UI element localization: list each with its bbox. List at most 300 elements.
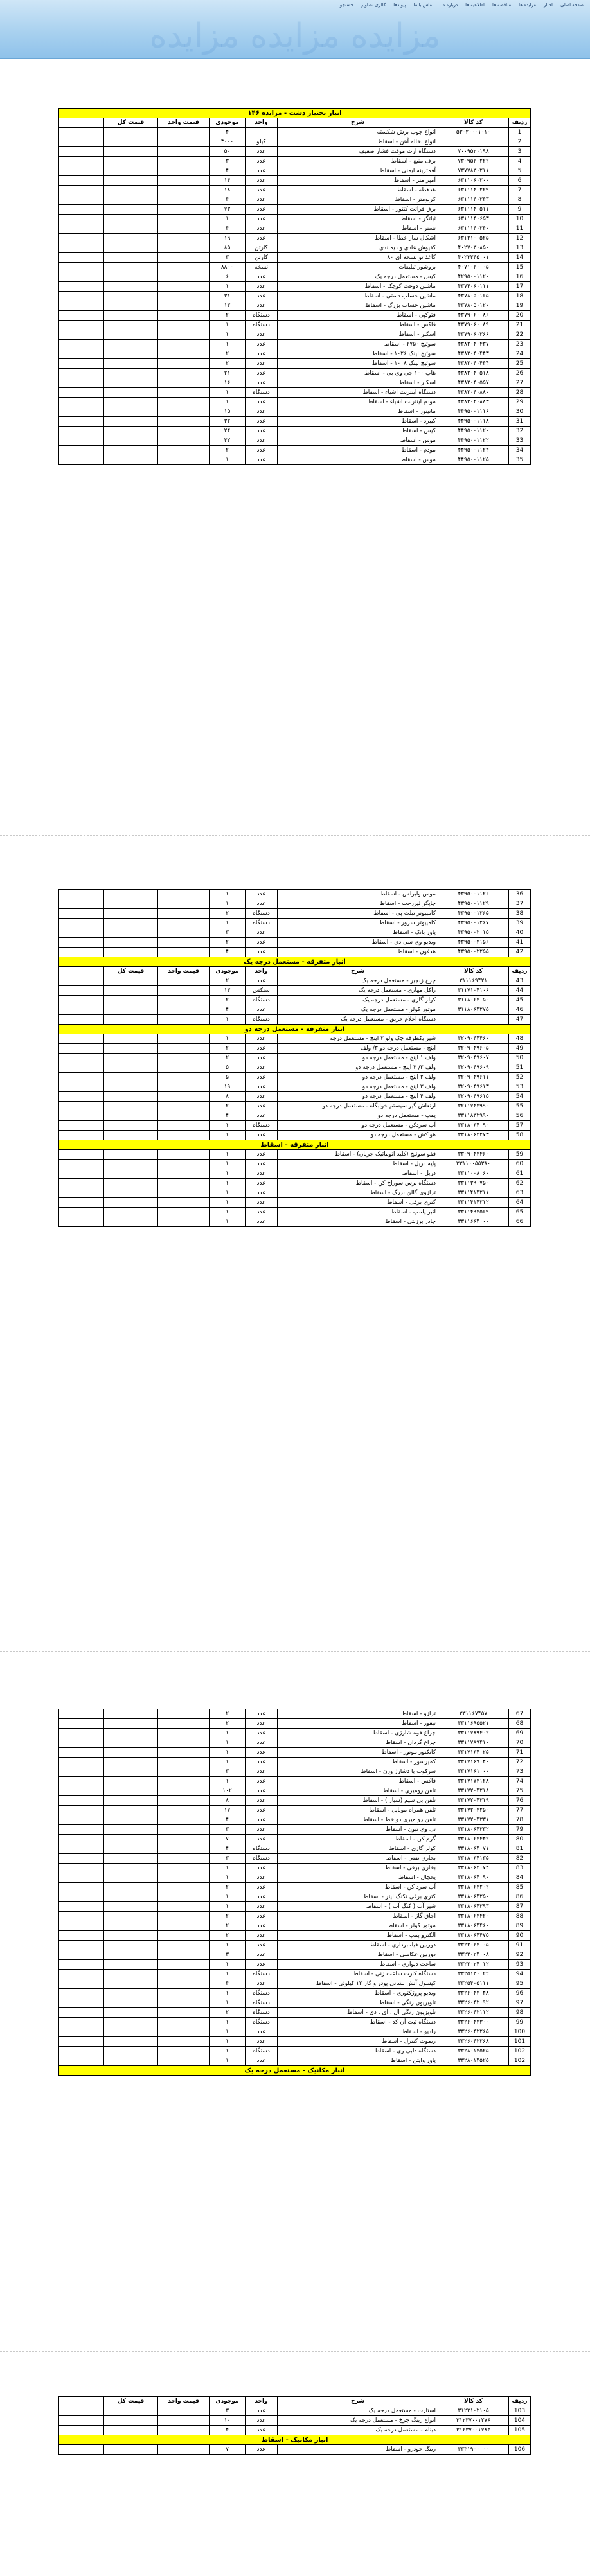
item-description: دستگاه اعلام حریق - مستعمل درجه یک — [278, 1015, 438, 1025]
item-unit-price — [158, 166, 210, 176]
item-code: ۳۱۱۷۱۰۴۱۰۶ — [438, 986, 509, 996]
item-total-price — [104, 1921, 158, 1931]
item-total-price — [104, 1835, 158, 1844]
table-row — [59, 321, 531, 330]
item-quantity: ۱۹ — [210, 1082, 246, 1092]
item-code: ۷۳۷۷۸۳۰۲۱۱ — [438, 166, 509, 176]
row-number: 88 — [509, 1912, 531, 1921]
row-number: 87 — [509, 1902, 531, 1912]
item-unit-price — [158, 1806, 210, 1815]
item-quantity: ۳ — [210, 928, 246, 938]
item-blank — [59, 890, 104, 899]
row-number: 68 — [509, 1719, 531, 1729]
item-blank — [59, 1092, 104, 1102]
item-total-price — [104, 1892, 158, 1902]
item-unit-price — [158, 205, 210, 215]
header-row-number: ردیف — [509, 967, 531, 976]
item-quantity: ۲ — [210, 938, 246, 948]
table-row — [59, 2445, 531, 2455]
table-row — [59, 976, 531, 986]
table-row — [59, 1786, 531, 1796]
item-total-price — [104, 1208, 158, 1217]
item-description: سرکوب با دشارژ وزن - اسقاط — [278, 1767, 438, 1777]
item-description: فاکس - اسقاط — [278, 1777, 438, 1786]
item-description: هاب ۱۰۰ جی وی بی - اسقاط — [278, 369, 438, 378]
row-number: 82 — [509, 1854, 531, 1864]
table-row — [59, 1015, 531, 1025]
header-total-price: قیمت کل — [104, 967, 158, 976]
table-row — [59, 407, 531, 417]
item-total-price — [104, 1806, 158, 1815]
item-unit-price — [158, 1767, 210, 1777]
item-unit-price — [158, 427, 210, 436]
table-row — [59, 1054, 531, 1063]
item-code: ۴۰۷۱۰۲۰۰۰۵ — [438, 263, 509, 272]
item-blank — [59, 1729, 104, 1738]
item-code: ۴۴۹۵۰۰۱۱۲۰ — [438, 427, 509, 436]
row-number: 89 — [509, 1921, 531, 1931]
item-description: انواع رینگ چرخ - مستعمل درجه یک — [278, 2416, 438, 2426]
item-blank — [59, 1034, 104, 1044]
item-unit-price — [158, 321, 210, 330]
item-blank — [59, 243, 104, 253]
nav-link[interactable]: پیوندها — [393, 3, 406, 8]
item-blank — [59, 976, 104, 986]
nav-link[interactable]: اطلاعیه ها — [465, 3, 485, 8]
item-unit-price — [158, 2008, 210, 2018]
item-unit: عدد — [246, 292, 278, 301]
item-description: کیبرد - اسقاط — [278, 417, 438, 427]
item-unit-price — [158, 1738, 210, 1748]
item-unit-price — [158, 1111, 210, 1121]
item-unit-price — [158, 1950, 210, 1960]
row-number: 11 — [509, 224, 531, 234]
item-unit: عدد — [246, 446, 278, 455]
item-unit-price — [158, 948, 210, 957]
table-row — [59, 1970, 531, 1979]
item-description: چاپگر لیزرجت - اسقاط — [278, 899, 438, 909]
table-row — [59, 1729, 531, 1738]
item-blank — [59, 1748, 104, 1758]
item-total-price — [104, 1015, 158, 1025]
item-blank — [59, 215, 104, 224]
item-unit-price — [158, 1796, 210, 1806]
item-description: برق قرائت کنتور - اسقاط — [278, 205, 438, 215]
table-row — [59, 1034, 531, 1044]
header-row-number: ردیف — [509, 2397, 531, 2406]
item-quantity: ۱۰ — [210, 2416, 246, 2426]
item-description: ولف ۲/ ۳ اینچ - مستعمل درجه دو — [278, 1063, 438, 1073]
item-description: کیس - مستعمل درجه یک — [278, 272, 438, 282]
item-description: تلفن رومیزی - اسقاط — [278, 1786, 438, 1796]
item-description: یخچال - اسقاط — [278, 1873, 438, 1883]
item-unit: عدد — [246, 1892, 278, 1902]
item-unit: عدد — [246, 1005, 278, 1015]
item-description: ترازوی گالن بزرگ - اسقاط — [278, 1188, 438, 1198]
item-quantity: ۱ — [210, 1902, 246, 1912]
table-row — [59, 1208, 531, 1217]
item-total-price — [104, 272, 158, 282]
item-unit-price — [158, 919, 210, 928]
item-unit: عدد — [246, 1883, 278, 1892]
nav-link[interactable]: جستجو — [339, 3, 353, 8]
item-blank — [59, 1835, 104, 1844]
item-code: ۳۳۱۱۷۸۹۴۱۰ — [438, 1738, 509, 1748]
item-unit-price — [158, 1082, 210, 1092]
item-code: ۳۳۱۱۶۹۵۵۲۱ — [438, 1719, 509, 1729]
row-number: 12 — [509, 234, 531, 243]
item-description: هواکش - مستعمل درجه دو — [278, 1131, 438, 1140]
row-number: 14 — [509, 253, 531, 263]
document-page-4 — [59, 2396, 531, 2455]
header-unit: واحد — [246, 967, 278, 976]
item-total-price — [104, 1044, 158, 1054]
item-blank — [59, 1786, 104, 1796]
section-title: انبار متفرقه - اسقاط — [59, 1140, 531, 1150]
item-description: سوئیچ لینک ۱۰۰۸ - اسقاط — [278, 359, 438, 369]
item-code: ۳۳۱۱۶۶۴۰۰۰ — [438, 1217, 509, 1227]
item-blank — [59, 2008, 104, 2018]
item-unit: عدد — [246, 186, 278, 195]
item-code: ۴۳۹۵۰۰۲۱۵۶ — [438, 938, 509, 948]
item-unit-price — [158, 1941, 210, 1950]
item-code: ۳۱۲۳۷۰۰۱۷۸۳ — [438, 2426, 509, 2435]
item-code: ۳۳۱۷۱۷۴۱۲۸ — [438, 1777, 509, 1786]
item-blank — [59, 2056, 104, 2066]
nav-link[interactable]: صفحه اصلی — [560, 3, 584, 8]
item-total-price — [104, 417, 158, 427]
item-quantity: ۲ — [210, 1044, 246, 1054]
item-blank — [59, 1979, 104, 1989]
table-row — [59, 1912, 531, 1921]
item-blank — [59, 2027, 104, 2037]
item-unit: عدد — [246, 948, 278, 957]
item-code: ۳۳۲۵۴۰۵۱۱۱ — [438, 1979, 509, 1989]
row-number: 41 — [509, 938, 531, 948]
nav-link[interactable]: مناقصه ها — [492, 3, 512, 8]
table-row — [59, 1950, 531, 1960]
page-body — [59, 1709, 531, 2076]
item-total-price — [104, 1864, 158, 1873]
item-unit: عدد — [246, 2406, 278, 2416]
item-blank — [59, 2416, 104, 2426]
item-unit-price — [158, 1902, 210, 1912]
item-blank — [59, 147, 104, 157]
item-unit: عدد — [246, 340, 278, 349]
item-quantity: ۱ — [210, 2047, 246, 2056]
item-code: ۴۳۷۸۰۵۰۱۶۵ — [438, 292, 509, 301]
item-total-price — [104, 263, 158, 272]
item-unit-price — [158, 157, 210, 166]
item-code: ۴۰۲۷۰۳۰۸۵۰ — [438, 243, 509, 253]
item-description: کولر گازی - مستعمل درجه یک — [278, 996, 438, 1005]
item-description: اینچ - مستعمل درجه دو ۳/ ولف — [278, 1044, 438, 1054]
item-code: ۴۳۹۵۰۰۱۱۲۹ — [438, 899, 509, 909]
item-unit: نسخه — [246, 263, 278, 272]
item-unit: عدد — [246, 1815, 278, 1825]
header-blank — [59, 967, 104, 976]
item-quantity: ۱ — [210, 1748, 246, 1758]
item-description: دستگاه برس سوراخ کن - اسقاط — [278, 1179, 438, 1188]
header-total-price: قیمت کل — [104, 2397, 158, 2406]
table-row — [59, 137, 531, 147]
item-quantity: ۳ — [210, 1825, 246, 1835]
item-unit-price — [158, 398, 210, 407]
item-code: ۳۳۱۸۰۶۴۴۲۰ — [438, 1912, 509, 1921]
item-quantity: ۱ — [210, 330, 246, 340]
item-quantity: ۲ — [210, 2008, 246, 2018]
item-blank — [59, 186, 104, 195]
item-unit-price — [158, 1998, 210, 2008]
item-unit-price — [158, 1034, 210, 1044]
item-unit: عدد — [246, 1873, 278, 1883]
item-code: ۴۴۹۵۰۰۱۱۲۲ — [438, 436, 509, 446]
table-row — [59, 166, 531, 176]
item-blank — [59, 1102, 104, 1111]
item-quantity: ۲۱ — [210, 369, 246, 378]
table-row — [59, 1198, 531, 1208]
item-total-price — [104, 157, 158, 166]
item-code: ۴۴۹۵۰۰۱۱۱۸ — [438, 417, 509, 427]
item-total-price — [104, 1729, 158, 1738]
table-row — [59, 1902, 531, 1912]
item-unit-price — [158, 388, 210, 398]
item-unit-price — [158, 417, 210, 427]
item-description: انبر پلمپ - اسقاط — [278, 1208, 438, 1217]
header-unit: واحد — [246, 118, 278, 128]
item-unit: عدد — [246, 938, 278, 948]
item-blank — [59, 272, 104, 282]
item-total-price — [104, 1950, 158, 1960]
table-row — [59, 1160, 531, 1169]
item-unit-price — [158, 890, 210, 899]
item-unit: عدد — [246, 928, 278, 938]
table-row — [59, 157, 531, 166]
table-row — [59, 243, 531, 253]
row-number: 83 — [509, 1864, 531, 1873]
item-blank — [59, 1777, 104, 1786]
item-unit: دستگاه — [246, 1854, 278, 1864]
item-unit: عدد — [246, 157, 278, 166]
table-row — [59, 1063, 531, 1073]
table-row — [59, 1960, 531, 1970]
page-body — [59, 2397, 531, 2455]
item-quantity: ۱ — [210, 1960, 246, 1970]
item-description: تلویزیون رنگی ال . ای . دی - اسقاط — [278, 2008, 438, 2018]
item-code: ۶۳۱۱۱۴۰۲۴۰ — [438, 224, 509, 234]
item-description: قفو سوئیچ (کلید اتوماتیک جریان) - اسقاط — [278, 1150, 438, 1160]
row-number: 5 — [509, 166, 531, 176]
table-row — [59, 359, 531, 369]
item-quantity: ۱ — [210, 340, 246, 349]
item-code — [438, 137, 509, 147]
item-unit-price — [158, 1150, 210, 1160]
item-unit: دستگاه — [246, 2047, 278, 2056]
item-code: ۳۳۱۱۴۱۴۲۱۲ — [438, 1198, 509, 1208]
item-unit-price — [158, 234, 210, 243]
row-number: 67 — [509, 1709, 531, 1719]
table-row — [59, 446, 531, 455]
item-total-price — [104, 205, 158, 215]
item-total-price — [104, 446, 158, 455]
item-description: کمپرسور - اسقاط — [278, 1758, 438, 1767]
row-number: 63 — [509, 1188, 531, 1198]
item-description: دستگاه دلبی وی - اسقاط — [278, 2047, 438, 2056]
item-blank — [59, 1150, 104, 1160]
item-blank — [59, 446, 104, 455]
row-number: 49 — [509, 1044, 531, 1054]
item-code: ۳۲۰۹۰۴۹۶۰۵ — [438, 1044, 509, 1054]
item-code: ۳۳۱۱۶۷۴۵۷ — [438, 1709, 509, 1719]
item-blank — [59, 1873, 104, 1883]
item-code: ۳۱۱۸۰۶۴۲۷۵ — [438, 1005, 509, 1015]
table-row — [59, 1767, 531, 1777]
item-description: ارتعاش گیر سیستم خوابگاه - مستعمل درجه دو — [278, 1102, 438, 1111]
item-blank — [59, 1111, 104, 1121]
nav-link[interactable]: مزایده ها — [519, 3, 537, 8]
item-total-price — [104, 2445, 158, 2455]
header-total-price: قیمت کل — [104, 118, 158, 128]
item-unit: عدد — [246, 1092, 278, 1102]
item-quantity: ۸ — [210, 1796, 246, 1806]
item-code: ۳۳۱۸۰۶۴۰۹۰ — [438, 1121, 509, 1131]
item-unit-price — [158, 195, 210, 205]
item-total-price — [104, 1005, 158, 1015]
item-total-price — [104, 1102, 158, 1111]
nav-link[interactable]: درباره ما — [441, 3, 458, 8]
item-total-price — [104, 1931, 158, 1941]
table-row — [59, 1073, 531, 1082]
item-code: ۳۳۳۱۹۰۰۰۰۰ — [438, 2445, 509, 2455]
item-quantity: ۱ — [210, 455, 246, 465]
item-description: کفپوش عادی و دیماندی — [278, 243, 438, 253]
item-total-price — [104, 321, 158, 330]
table-row — [59, 1873, 531, 1883]
item-description: انواع چوب برش شکسته — [278, 128, 438, 137]
item-unit: دستگاه — [246, 919, 278, 928]
item-unit: دستگاه — [246, 2008, 278, 2018]
table-row — [59, 1102, 531, 1111]
item-unit-price — [158, 186, 210, 195]
item-total-price — [104, 986, 158, 996]
table-row — [59, 1758, 531, 1767]
table-row — [59, 253, 531, 263]
item-quantity: ۱ — [210, 321, 246, 330]
item-quantity: ۶ — [210, 272, 246, 282]
item-total-price — [104, 1169, 158, 1179]
header-quantity: موجودی — [210, 967, 246, 976]
row-number: 44 — [509, 986, 531, 996]
item-blank — [59, 378, 104, 388]
item-code: ۴۳۹۵۰۰۲۰۱۵ — [438, 928, 509, 938]
item-unit-price — [158, 1786, 210, 1796]
nav-link[interactable]: گالری تصاویر — [361, 3, 386, 8]
item-unit: عدد — [246, 234, 278, 243]
nav-link[interactable]: تماس با ما — [413, 3, 434, 8]
header-item-code: کد کالا — [438, 2397, 509, 2406]
row-number: 81 — [509, 1844, 531, 1854]
item-unit-price — [158, 1960, 210, 1970]
item-description: کتری برقی تکنگ لیتر - اسقاط — [278, 1892, 438, 1902]
item-blank — [59, 417, 104, 427]
table-header-row — [59, 2397, 531, 2406]
table-row — [59, 1131, 531, 1140]
row-number: 28 — [509, 388, 531, 398]
item-total-price — [104, 147, 158, 157]
item-blank — [59, 928, 104, 938]
item-description: کانکتور موتور - اسقاط — [278, 1748, 438, 1758]
item-unit: عدد — [246, 398, 278, 407]
item-unit-price — [158, 1912, 210, 1921]
row-number: 9 — [509, 205, 531, 215]
item-unit-price — [158, 253, 210, 263]
row-number: 20 — [509, 311, 531, 321]
row-number: 93 — [509, 1960, 531, 1970]
item-description: استارت - مستعمل درجه یک — [278, 2406, 438, 2416]
item-description: کیس - اسقاط — [278, 427, 438, 436]
table-row — [59, 1979, 531, 1989]
item-description: موس - اسقاط — [278, 455, 438, 465]
item-unit: عدد — [246, 1941, 278, 1950]
header-row-number: ردیف — [509, 118, 531, 128]
row-number: 97 — [509, 1998, 531, 2008]
item-unit-price — [158, 1121, 210, 1131]
item-code: ۴۳۷۸۰۵۰۱۲۰ — [438, 301, 509, 311]
item-quantity: ۴ — [210, 128, 246, 137]
item-blank — [59, 321, 104, 330]
item-total-price — [104, 1034, 158, 1044]
document-page-2 — [59, 889, 531, 1227]
row-number: 25 — [509, 359, 531, 369]
item-unit: عدد — [246, 1063, 278, 1073]
item-unit-price — [158, 1844, 210, 1854]
item-unit: عدد — [246, 1150, 278, 1160]
item-quantity: ۱ — [210, 890, 246, 899]
row-number: 35 — [509, 455, 531, 465]
item-total-price — [104, 1188, 158, 1198]
item-description: راکل مهاری - مستعمل درجه یک — [278, 986, 438, 996]
row-number: 21 — [509, 321, 531, 330]
item-unit-price — [158, 899, 210, 909]
item-quantity: ۱ — [210, 1970, 246, 1979]
item-quantity: ۱ — [210, 1941, 246, 1950]
table-header-row — [59, 118, 531, 128]
table-row — [59, 948, 531, 957]
item-unit-price — [158, 243, 210, 253]
item-unit-price — [158, 1892, 210, 1902]
item-quantity: ۷۳ — [210, 205, 246, 215]
item-total-price — [104, 2406, 158, 2416]
item-blank — [59, 1015, 104, 1025]
nav-link[interactable]: اخبار — [544, 3, 553, 8]
item-unit-price — [158, 2416, 210, 2426]
item-unit: عدد — [246, 1160, 278, 1169]
item-quantity: ۷ — [210, 2445, 246, 2455]
table-row — [59, 1998, 531, 2008]
item-unit: عدد — [246, 1111, 278, 1121]
item-unit: عدد — [246, 407, 278, 417]
item-code: ۳۳۲۸۰۱۴۵۲۵ — [438, 2047, 509, 2056]
item-description: کتری برقی - اسقاط — [278, 1198, 438, 1208]
item-total-price — [104, 378, 158, 388]
inventory-table — [58, 1709, 531, 2076]
item-unit: عدد — [246, 1902, 278, 1912]
item-unit-price — [158, 2037, 210, 2047]
item-description: ولف ۲ اینچ - مستعمل درجه دو — [278, 1073, 438, 1082]
item-quantity: ۴ — [210, 1979, 246, 1989]
item-blank — [59, 1796, 104, 1806]
item-code: ۳۳۱۱۷۸۹۴۰۲ — [438, 1729, 509, 1738]
